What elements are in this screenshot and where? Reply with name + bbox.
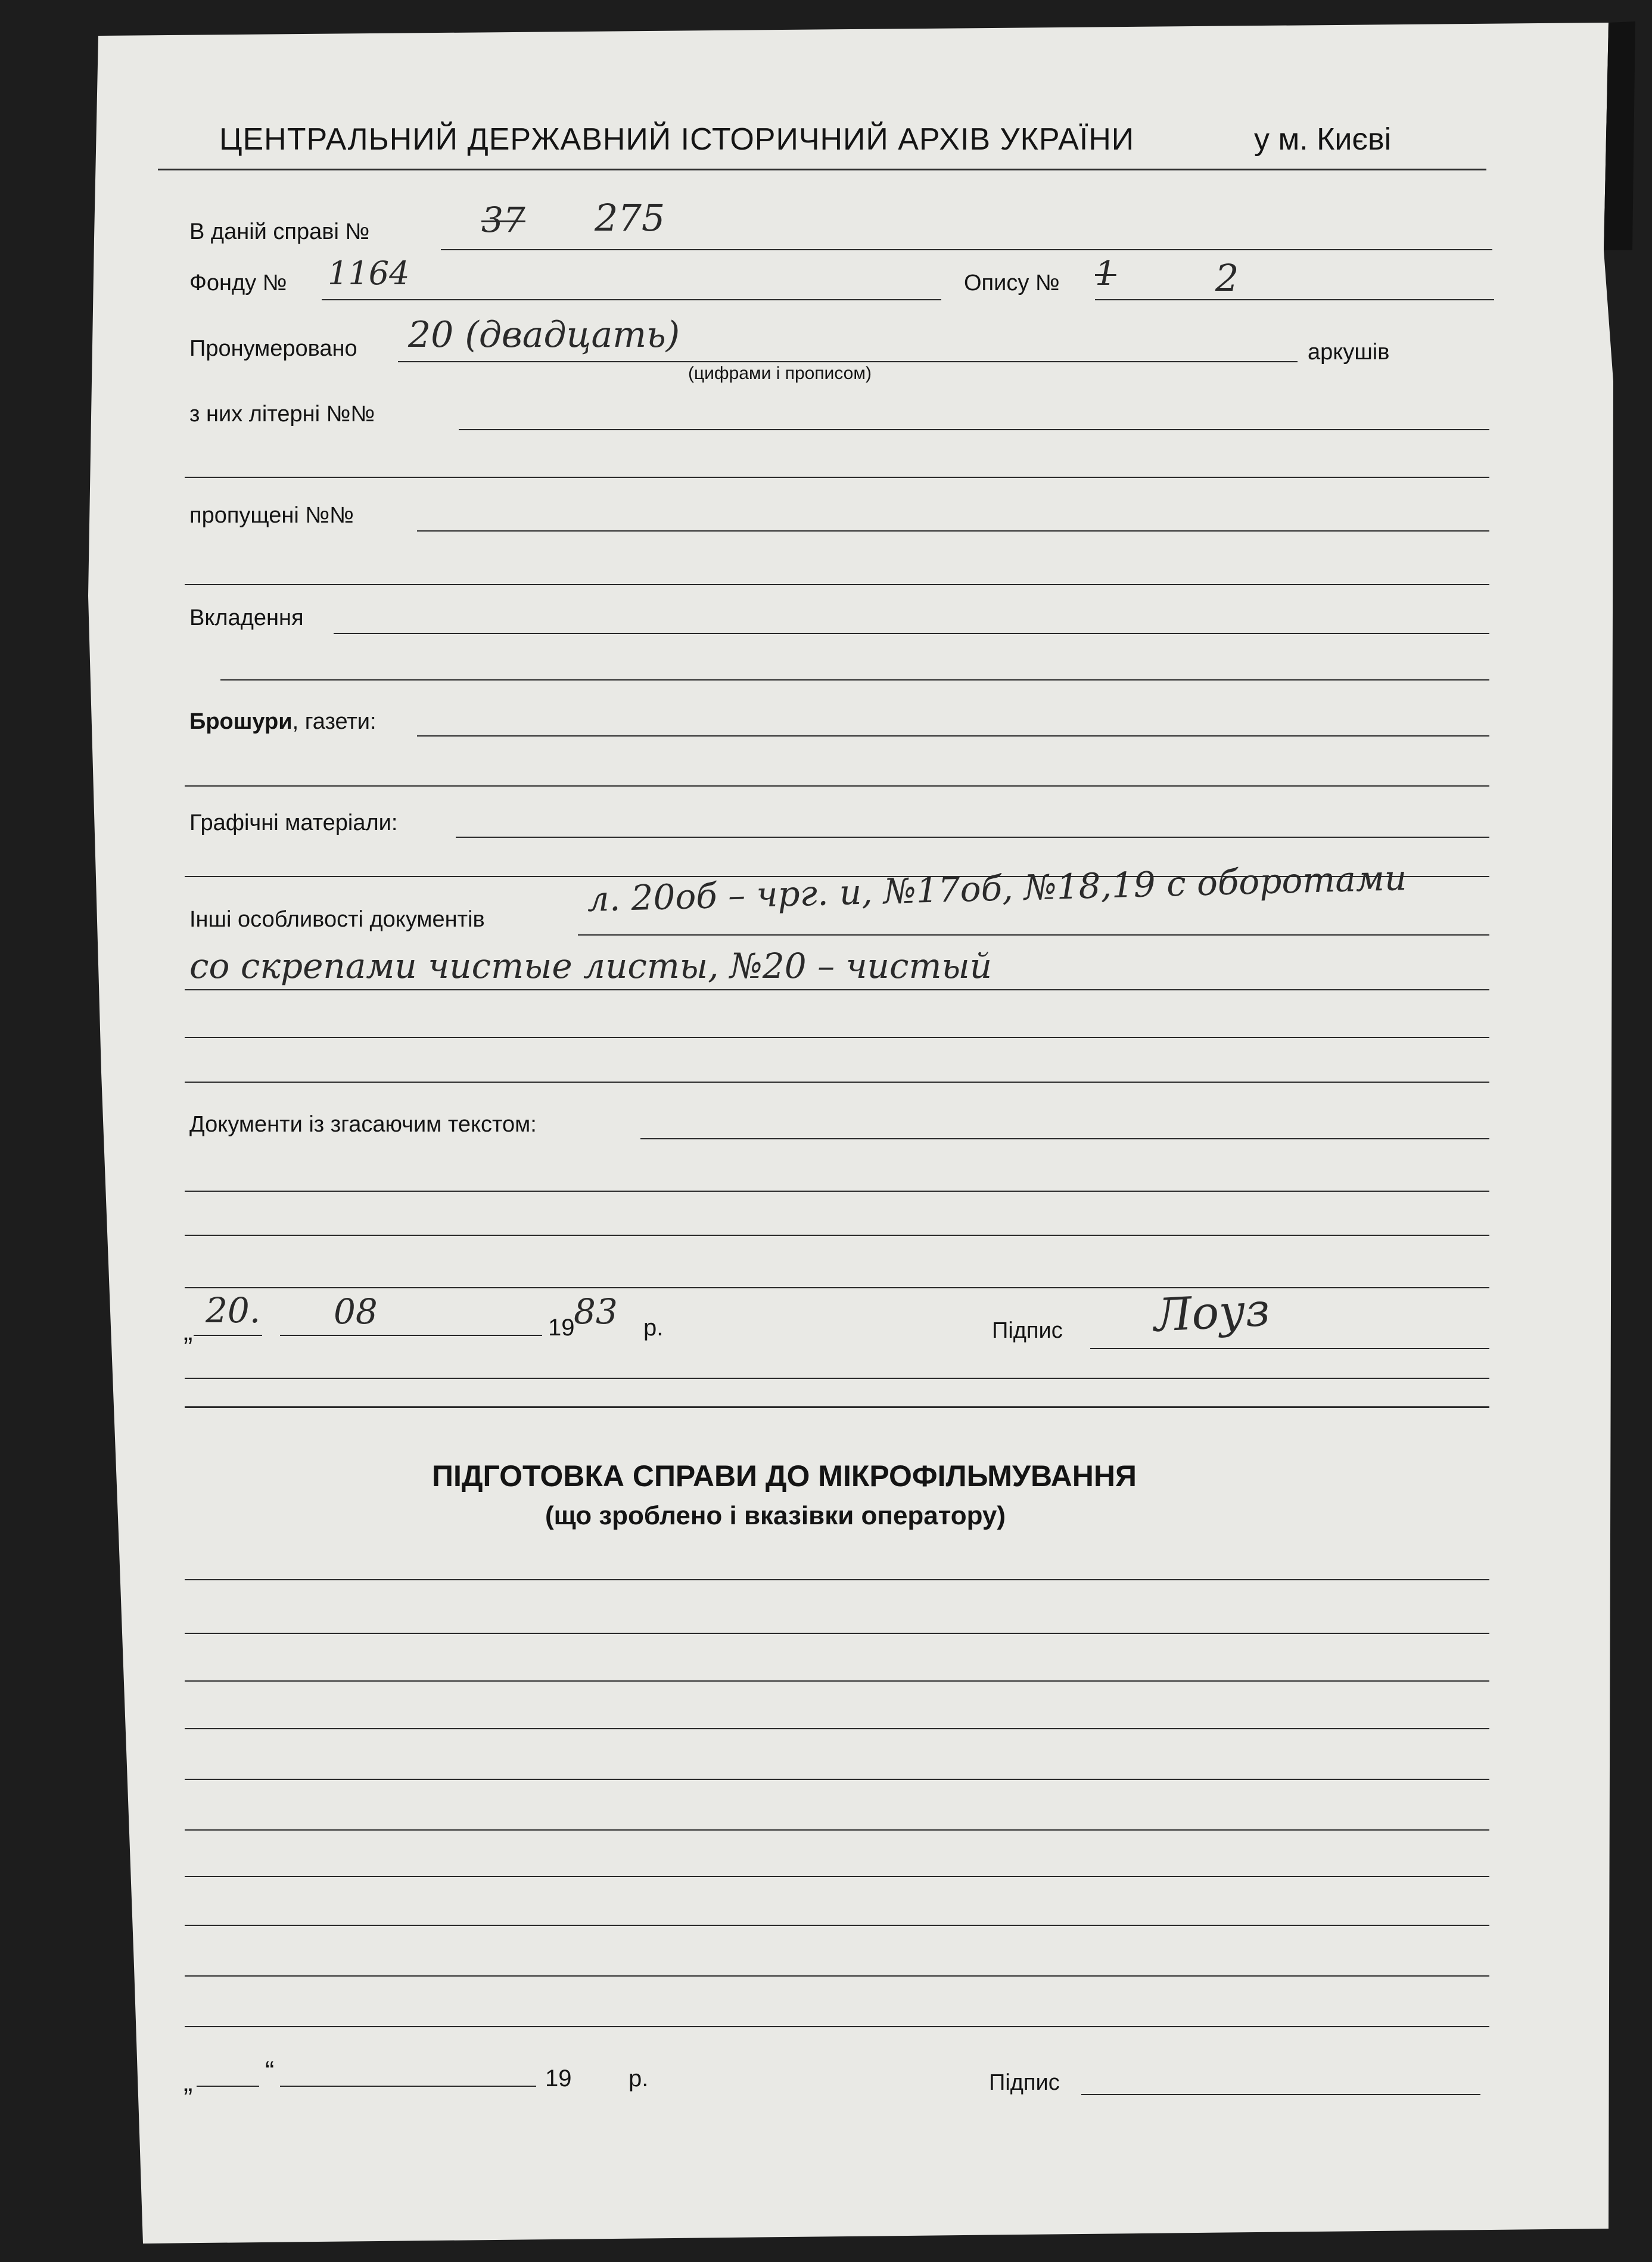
- date-day-line: [194, 1335, 262, 1336]
- other-features-line-4: [185, 1082, 1489, 1083]
- archive-city: у м. Києві: [1254, 122, 1392, 157]
- archive-title: ЦЕНТРАЛЬНИЙ ДЕРЖАВНИЙ ІСТОРИЧНИЙ АРХІВ УКРАЇНИ: [219, 122, 1135, 157]
- skipped-line-2: [185, 584, 1489, 585]
- attachments-line-2: [220, 679, 1489, 681]
- microfilm-title: ПІДГОТОВКА СПРАВИ ДО МІКРОФІЛЬМУВАННЯ: [432, 1459, 1137, 1493]
- date-open-quote: „: [183, 1315, 193, 1346]
- fading-text-line: [640, 1138, 1489, 1139]
- fading-text-label: Документи із згасаючим текстом:: [189, 1112, 537, 1137]
- fond-value: 1164: [328, 254, 410, 292]
- skipped-label: пропущені №№: [189, 503, 354, 528]
- date-month: 08: [334, 1291, 378, 1332]
- microfilm-line-6: [185, 1829, 1489, 1831]
- microfilm-line-1: [185, 1579, 1489, 1580]
- signature-line: [1090, 1348, 1489, 1349]
- year-suffix: 83: [574, 1291, 618, 1332]
- date-month-line: [280, 1335, 542, 1336]
- case-number-label: В даній справі №: [189, 219, 370, 244]
- graphics-label: Графічні матеріали:: [189, 810, 398, 835]
- numbered-line: [398, 361, 1298, 362]
- mf-date-open-quote: „: [183, 2066, 193, 2097]
- mf-year-prefix: 19: [545, 2065, 572, 2092]
- graphics-line: [456, 837, 1489, 838]
- brochures-line: [417, 735, 1489, 737]
- mf-signature-label: Підпис: [989, 2070, 1060, 2095]
- fading-text-line-3: [185, 1235, 1489, 1236]
- microfilm-line-5: [185, 1779, 1489, 1780]
- other-features-line1: л. 20об – чрг. и, №17об, №18,19 с оборотами: [586, 857, 1408, 919]
- other-features-line2: со скрепами чистые листы, №20 – чистый: [189, 946, 993, 986]
- opis-old: 1: [1095, 254, 1116, 293]
- date-day: 20.: [206, 1290, 261, 1331]
- year-prefix: 19: [548, 1315, 575, 1341]
- fading-text-line-4: [185, 1287, 1489, 1288]
- literal-label: з них літерні №№: [189, 402, 375, 427]
- microfilm-line-3: [185, 1680, 1489, 1682]
- opis-label: Опису №: [964, 271, 1060, 296]
- case-number-old: 37: [481, 200, 525, 240]
- microfilm-line-4: [185, 1728, 1489, 1729]
- sheets-label: аркушів: [1308, 340, 1390, 365]
- attachments-label: Вкладення: [189, 605, 304, 630]
- numbered-value: 20 (двадцать): [408, 314, 680, 356]
- numbered-label: Пронумеровано: [189, 336, 357, 361]
- attachments-line: [334, 633, 1489, 634]
- header-rule: [158, 169, 1486, 170]
- other-features-label: Інші особливості документів: [189, 907, 485, 932]
- numbered-hint: (цифрами і прописом): [688, 363, 872, 383]
- brochures-line-2: [185, 785, 1489, 787]
- microfilm-line-2: [185, 1633, 1489, 1634]
- section-rule-a: [185, 1378, 1489, 1379]
- microfilm-line-10: [185, 2026, 1489, 2027]
- microfilm-line-9: [185, 1975, 1489, 1977]
- year-r: р.: [643, 1315, 664, 1341]
- signature-value: Лоуз: [1152, 1282, 1271, 1342]
- fond-line: [322, 299, 941, 300]
- brochures-label-bold: Брошури: [189, 709, 293, 734]
- section-rule-b: [185, 1406, 1489, 1408]
- microfilm-subtitle: (що зроблено і вказівки оператору): [545, 1501, 1006, 1530]
- microfilm-line-8: [185, 1925, 1489, 1926]
- brochures-label-rest: , газети:: [292, 709, 377, 734]
- signature-label: Підпис: [992, 1318, 1063, 1343]
- case-number-line: [441, 249, 1492, 250]
- case-number-value: 275: [595, 196, 665, 240]
- brochures-label: [189, 710, 377, 733]
- opis-value: 2: [1215, 256, 1239, 300]
- fond-label: Фонду №: [189, 271, 287, 296]
- other-features-line: [578, 934, 1489, 936]
- mf-signature-line: [1081, 2094, 1480, 2095]
- mf-date-close-quote: “: [265, 2055, 275, 2086]
- literal-line: [459, 429, 1489, 430]
- mf-year-r: р.: [629, 2065, 649, 2092]
- mf-date-month-line: [280, 2086, 536, 2087]
- fading-text-line-2: [185, 1191, 1489, 1192]
- skipped-line: [417, 530, 1489, 532]
- other-features-line-3: [185, 1037, 1489, 1038]
- opis-line: [1095, 299, 1494, 300]
- microfilm-line-7: [185, 1876, 1489, 1877]
- mf-date-day-line: [197, 2086, 259, 2087]
- other-features-line-2: [185, 989, 1489, 990]
- literal-line-2: [185, 477, 1489, 478]
